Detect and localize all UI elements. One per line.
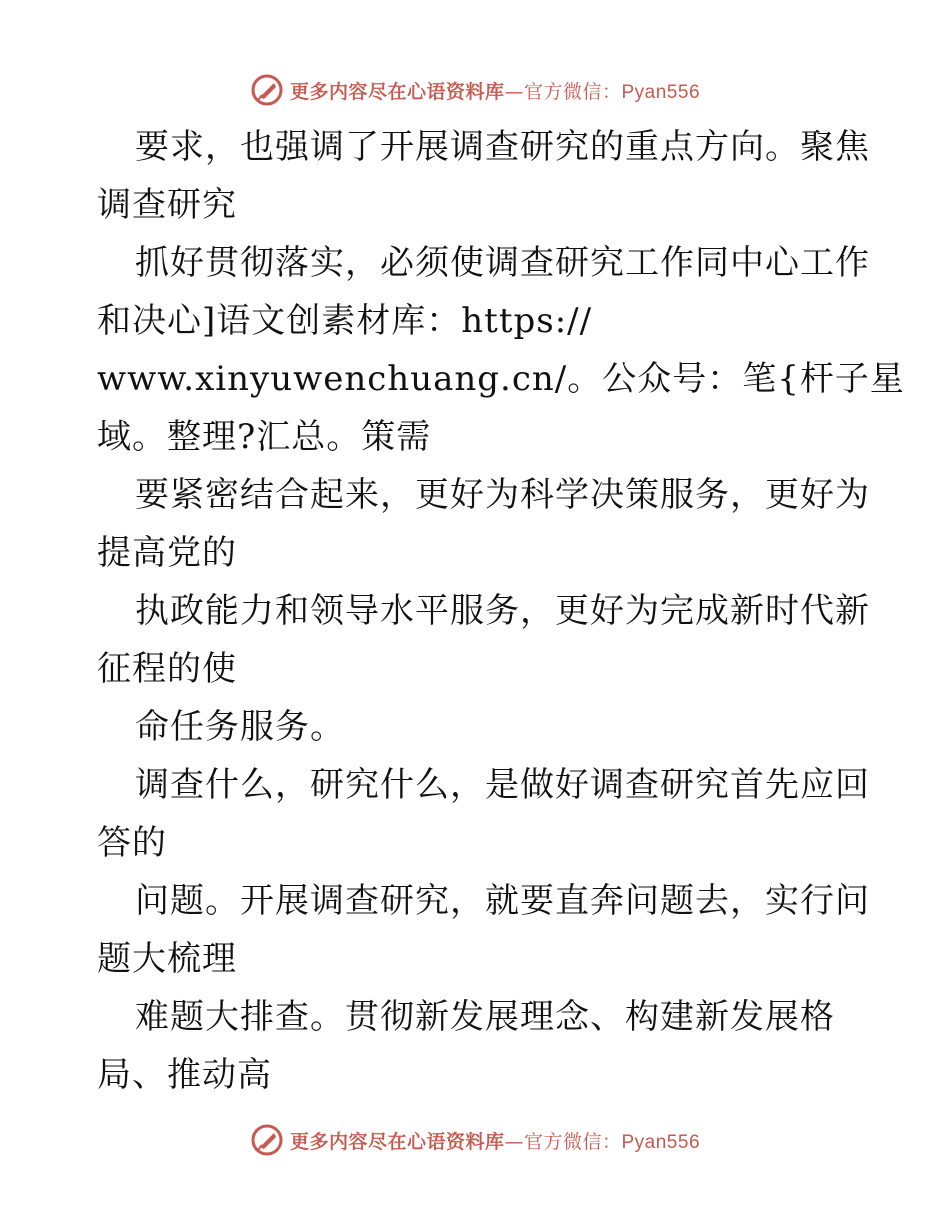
body-line: 难题大排查。贯彻新发展理念、构建新发展格 — [135, 997, 835, 1037]
footer-wechat-label: 官方微信： — [523, 1130, 622, 1153]
body-line: 提高党的 — [97, 533, 237, 573]
body-line: 题大梳理 — [97, 939, 237, 979]
body-line: 调查什么，研究什么，是做好调查研究首先应回 — [135, 765, 870, 805]
body-line: 抓好贯彻落实，必须使调查研究工作同中心工作 — [135, 243, 870, 283]
header-site-name: 更多内容尽在心语资料库 — [289, 80, 505, 103]
footer-banner — [0, 1120, 950, 1160]
body-line: 答的 — [97, 823, 167, 863]
body-line: 要紧密结合起来，更好为科学决策服务，更好为 — [135, 475, 870, 515]
quill-logo-icon — [250, 1123, 284, 1157]
header-wechat-label: 官方微信： — [523, 80, 622, 103]
body-line: 域。整理?汇总。策需 — [97, 417, 432, 457]
quill-logo-icon — [250, 73, 284, 107]
body-line: 问题。开展调查研究，就要直奔问题去，实行问 — [135, 881, 870, 921]
body-line: www.xinyuwenchuang.cn/。公众号：笔{杆子星 — [97, 359, 905, 399]
footer-site-name: 更多内容尽在心语资料库 — [289, 1130, 505, 1153]
document-body — [97, 118, 905, 1104]
footer-wechat-id: Pyan556 — [621, 1131, 701, 1153]
body-line: 征程的使 — [97, 649, 237, 689]
body-line: 调查研究 — [97, 185, 237, 225]
header-separator: — — [504, 80, 524, 103]
body-line: 要求，也强调了开展调查研究的重点方向。聚焦 — [135, 127, 870, 167]
header-banner — [0, 70, 950, 110]
body-line: 命任务服务。 — [135, 707, 345, 747]
header-text — [290, 77, 700, 104]
footer-text — [290, 1127, 700, 1154]
footer-separator: — — [504, 1130, 524, 1153]
body-line: 局、推动高 — [97, 1055, 272, 1095]
body-line: 和决心]语文创素材库：https:// — [97, 301, 593, 341]
header-wechat-id: Pyan556 — [621, 81, 701, 103]
body-line: 执政能力和领导水平服务，更好为完成新时代新 — [135, 591, 870, 631]
